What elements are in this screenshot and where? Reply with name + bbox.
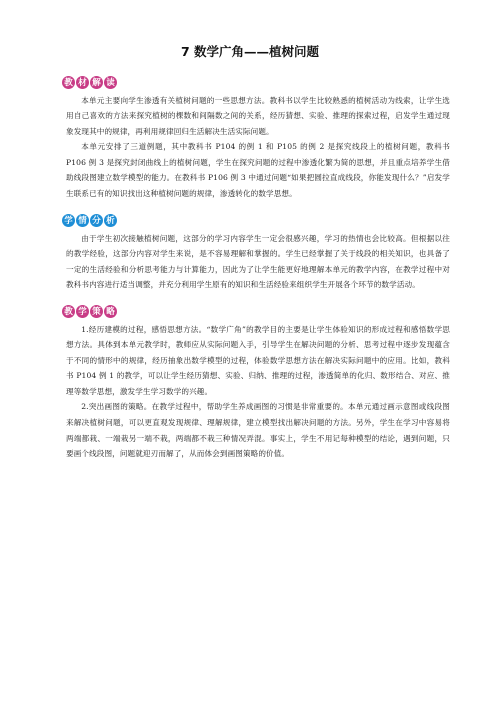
section-heading-badge (62, 214, 117, 227)
paragraph: 由于学生初次接触植树问题，这部分的学习内容学生一定会很感兴趣，学习的热情也会比较高。但根据以往的教学经验，这部分内容对学生来说，是不容易理解和掌握的。学生已经掌握了关于线段的相关知识，也具备了一定的生活经验和分析思考能力与计算能力，因此为了让学生能更好地理解本单元的教学内容，在教学过程中对教科书内容进行适当调整，并充分利用学生原有的知识和生活经验来组织学生开展各个环节的数学活动。 (66, 233, 450, 290)
heading-char: 情 (76, 214, 89, 227)
heading-char: 解 (90, 76, 103, 89)
heading-char: 策 (90, 305, 103, 318)
section-student-analysis (66, 208, 450, 293)
paragraph: 本单元主要向学生渗透有关植树问题的一些思想方法。教科书以学生比较熟悉的植树活动为线索，让学生选用自己喜欢的方法来探究植树的棵数和间隔数之间的关系，经历猜想、实验、推理的探索过程，启发学生通过现象发现其中的规律，再利用规律回归生活解决生活实际问题。 (66, 95, 450, 136)
heading-char: 析 (104, 214, 117, 227)
paragraph: 本单元安排了三道例题，其中教科书 P104 的例 1 和 P105 的例 2 是探究线段上的植树问题，教科书 P106 例 3 是探究封闭曲线上的植树问题，学生在探究问题的过程中渗透化繁为简的思想，并且重点培养学生借助线段图建立数学模型的能力。在教科书 P106 例 3 中通过问题“如果把圆拉直成线段，你能发现什么？”启发学生联系已有的知识找出这种植树问题的规律，渗透转化的数学思想。 (66, 142, 450, 199)
heading-char: 读 (104, 76, 117, 89)
paragraph: 2.突出画图的策略。在教学过程中，帮助学生养成画图的习惯是非常重要的。本单元通过画示意图或线段图来解决植树问题，可以更直观发现规律、理解规律，建立模型找出解决问题的方法。另外，学生在学习中容易将两端都栽、一端栽另一端不栽，两端都不栽三种情况弄混。事实上，学生不用记每种模型的结论，遇到问题，只要画个线段图，问题就迎刃而解了，从而体会到画图策略的价值。 (66, 402, 450, 459)
heading-char: 材 (76, 76, 89, 89)
heading-char: 略 (104, 305, 117, 318)
heading-char: 教 (62, 305, 75, 318)
heading-char: 教 (62, 76, 75, 89)
section-heading-badge (62, 305, 117, 318)
heading-char: 分 (90, 214, 103, 227)
section-heading-badge (62, 76, 117, 89)
paragraph: 1.经历建模的过程，感悟思想方法。“数学广角”的教学目的主要是让学生体验知识的形成过程和感悟数学思想方法。具体到本单元教学时，教师应从实际问题入手，引导学生在解决问题的分析、思考过程中逐步发现蕴含于不同的情形中的规律，经历抽象出数学模型的过程，体验数学思想方法在解决实际问题中的应用。比如，教科书 P104 例 1 的教学，可以让学生经历猜想、实验、归纳、推理的过程，渗透简单的化归、数形结合、对应、推理等数学思想，激发学生学习数学的兴趣。 (66, 324, 450, 396)
heading-char: 学 (62, 214, 75, 227)
section-teaching-strategy (66, 299, 450, 462)
page-title: 7 数学广角——植树问题 (180, 44, 320, 59)
section-textbook-analysis (66, 70, 450, 202)
heading-char: 学 (76, 305, 89, 318)
